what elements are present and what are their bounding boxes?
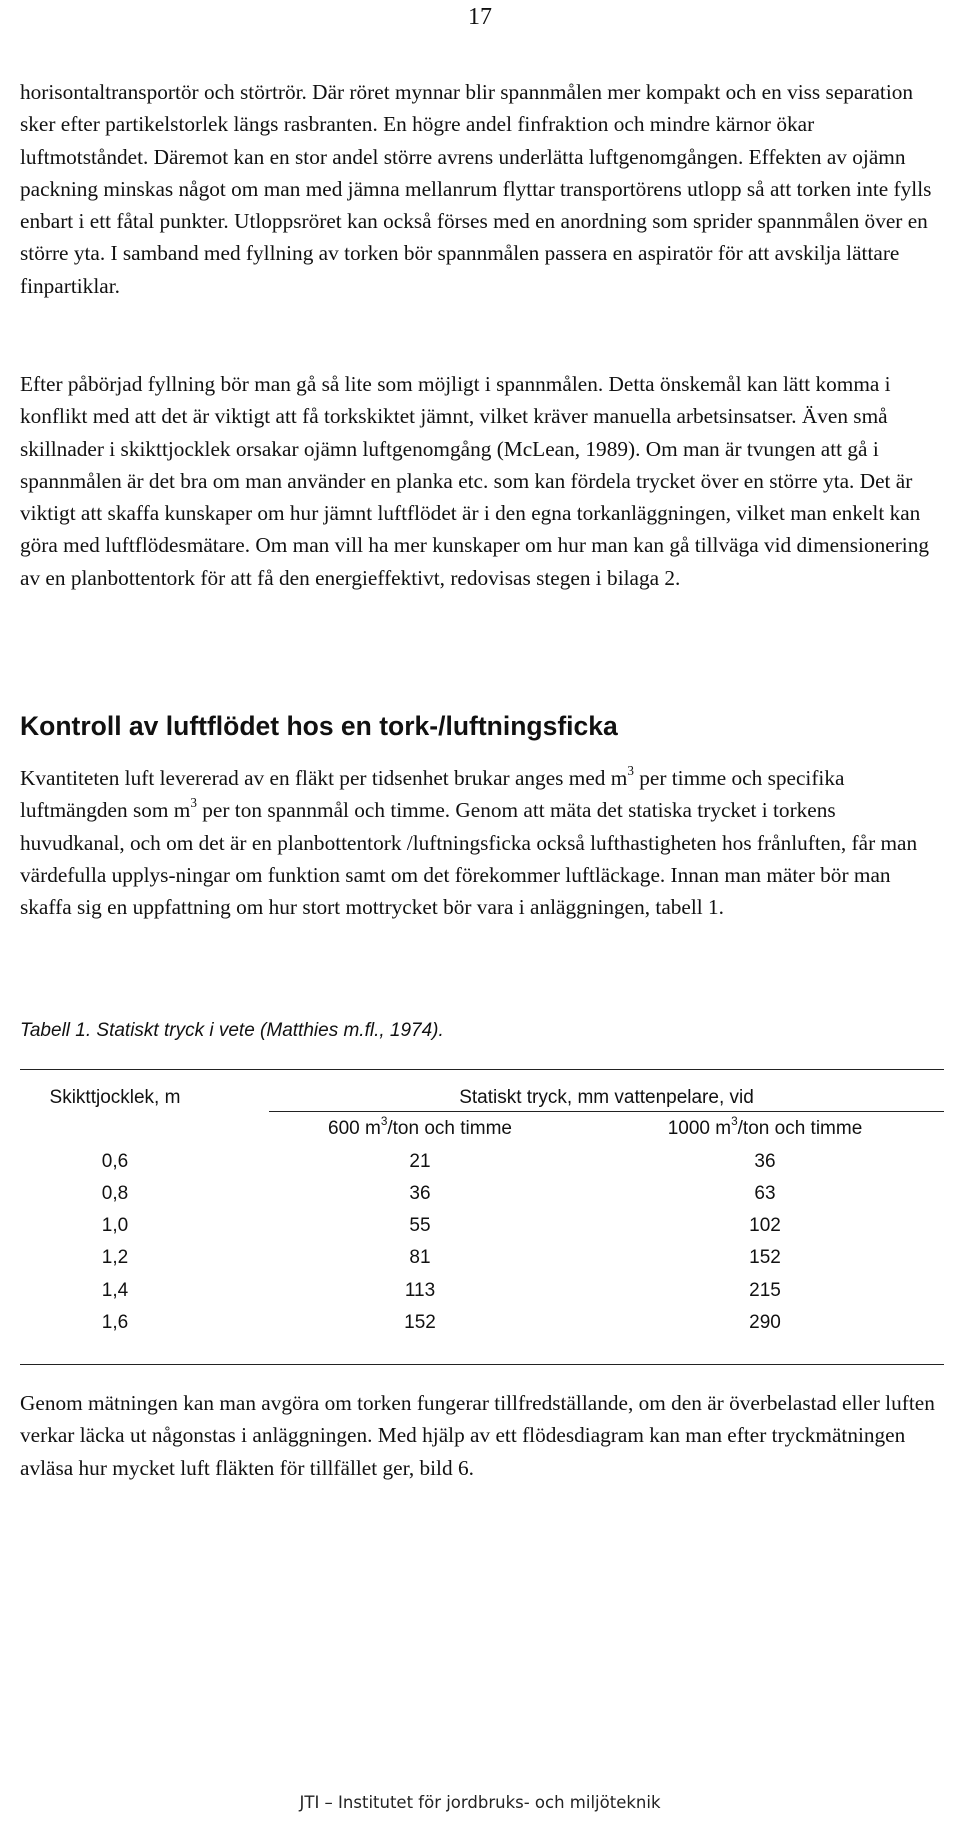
body-paragraph (20, 762, 944, 923)
table-cell: 152 (404, 1312, 436, 1333)
table-cell: 55 (409, 1215, 431, 1236)
superscript: 3 (380, 1114, 388, 1128)
table-cell: 1,6 (101, 1312, 129, 1333)
table-cell: 0,8 (101, 1183, 129, 1204)
table-cell: 63 (754, 1183, 776, 1204)
table-cell: 36 (409, 1183, 431, 1204)
table-caption: Tabell 1. Statiskt tryck i vete (Matthies m.fl., 1974). (20, 1020, 444, 1041)
table-cell: 1,2 (101, 1247, 129, 1268)
superscript: 3 (731, 1114, 738, 1128)
text-run: per timme och specifika luftmängden som m (20, 766, 845, 823)
header-text: 600 m (328, 1118, 381, 1139)
column-header-1000 (600, 1114, 930, 1140)
table-cell: 113 (404, 1280, 436, 1301)
superscript: 3 (627, 762, 634, 778)
page-number: 17 (468, 4, 492, 30)
table-cell: 152 (749, 1247, 781, 1268)
column-header-thickness: Skikttjocklek, m (49, 1087, 181, 1108)
table-cell: 215 (749, 1280, 781, 1301)
header-text: /ton och timme (387, 1118, 512, 1139)
table-cell: 102 (749, 1215, 781, 1236)
table-bottom-rule (20, 1364, 944, 1365)
table-cell: 1,0 (101, 1215, 129, 1236)
header-text: 1000 m (667, 1118, 732, 1139)
table-header-rule (269, 1111, 944, 1112)
body-paragraph: Efter påbörjad fyllning bör man gå så lite som möjligt i spannmålen. Detta önskemål kan lätt komma i konflikt med att det är viktigt att få torkskiktet jämnt, vilket kräver manuella arbetsinsatser. Även små skillnader i skikttjocklek orsakar ojämn luftgenomgång (McLean, 1989). Om man är tvungen att gå i spannmålen är det bra om man använder en planka etc. som kan fördela trycket över en större yta. Det är viktigt att skaffa kunskaper om hur jämnt luftflödet är i den egna torkanläggningen, vilket man enkelt kan göra med luftflödesmätare. Om man vill ha mer kunskaper om hur man kan gå tillväga vid dimensionering av en planbottentork för att få den energieffektivt, redovisas stegen i bilaga 2. (20, 372, 930, 590)
section-heading: Kontroll av luftflödet hos en tork-/luftningsficka (20, 711, 618, 741)
table-cell: 1,4 (101, 1280, 129, 1301)
body-paragraph: Genom mätningen kan man avgöra om torken fungerar tillfredställande, om den är överbelastad eller luften verkar läcka ut någonstas i anläggningen. Med hjälp av ett flödesdiagram kan man efter tryckmätningen avläsa hur mycket luft fläkten för tillfället ger, bild 6. (20, 1391, 935, 1480)
table-cell: 21 (409, 1151, 431, 1172)
column-group-header: Statiskt tryck, mm vattenpelare, vid (459, 1087, 754, 1108)
text-run: Kvantiteten luft levererad av en fläkt per tidsenhet brukar anges med m (20, 766, 628, 790)
table-cell: 81 (409, 1247, 431, 1268)
table-cell: 36 (754, 1151, 776, 1172)
table-cell: 0,6 (101, 1151, 129, 1172)
column-header-600 (280, 1114, 560, 1140)
body-paragraph: horisontaltransportör och störtrör. Där röret mynnar blir spannmålen mer kompakt och en viss separation sker efter partikelstorlek längs rasbranten. En högre andel finfraktion och mindre kärnor ökar luftmotståndet. Däremot kan en stor andel större avrens underlätta luftgenomgången. Effekten av ojämn packning minskas något om man med jämna mellanrum flyttar transportörens utlopp så att torken inte fylls enbart i ett fåtal punkter. Utloppsröret kan också förses med en anordning som sprider spannmålen över en större yta. I samband med fyllning av torken bör spannmålen passera en aspiratör för att avskilja lättare finpartiklar. (20, 80, 932, 298)
table-top-rule (20, 1069, 944, 1070)
text-run: per ton spannmål och timme. Genom att mäta det statiska trycket i torkens huvudkanal, och om det är en planbottentork /luftningsficka också lufthastigheten hos frånluften, får man värdefulla upplys-ningar om funktion samt om det förekommer luftläckage. Innan man mäter bör man skaffa sig en uppfattning om hur stort mottrycket bör vara i anläggningen, tabell 1. (20, 798, 918, 920)
page-footer: JTI – Institutet för jordbruks- och miljöteknik (299, 1793, 661, 1812)
superscript: 3 (190, 795, 197, 811)
header-text: /ton och timme (737, 1118, 863, 1139)
table-cell: 290 (749, 1312, 781, 1333)
